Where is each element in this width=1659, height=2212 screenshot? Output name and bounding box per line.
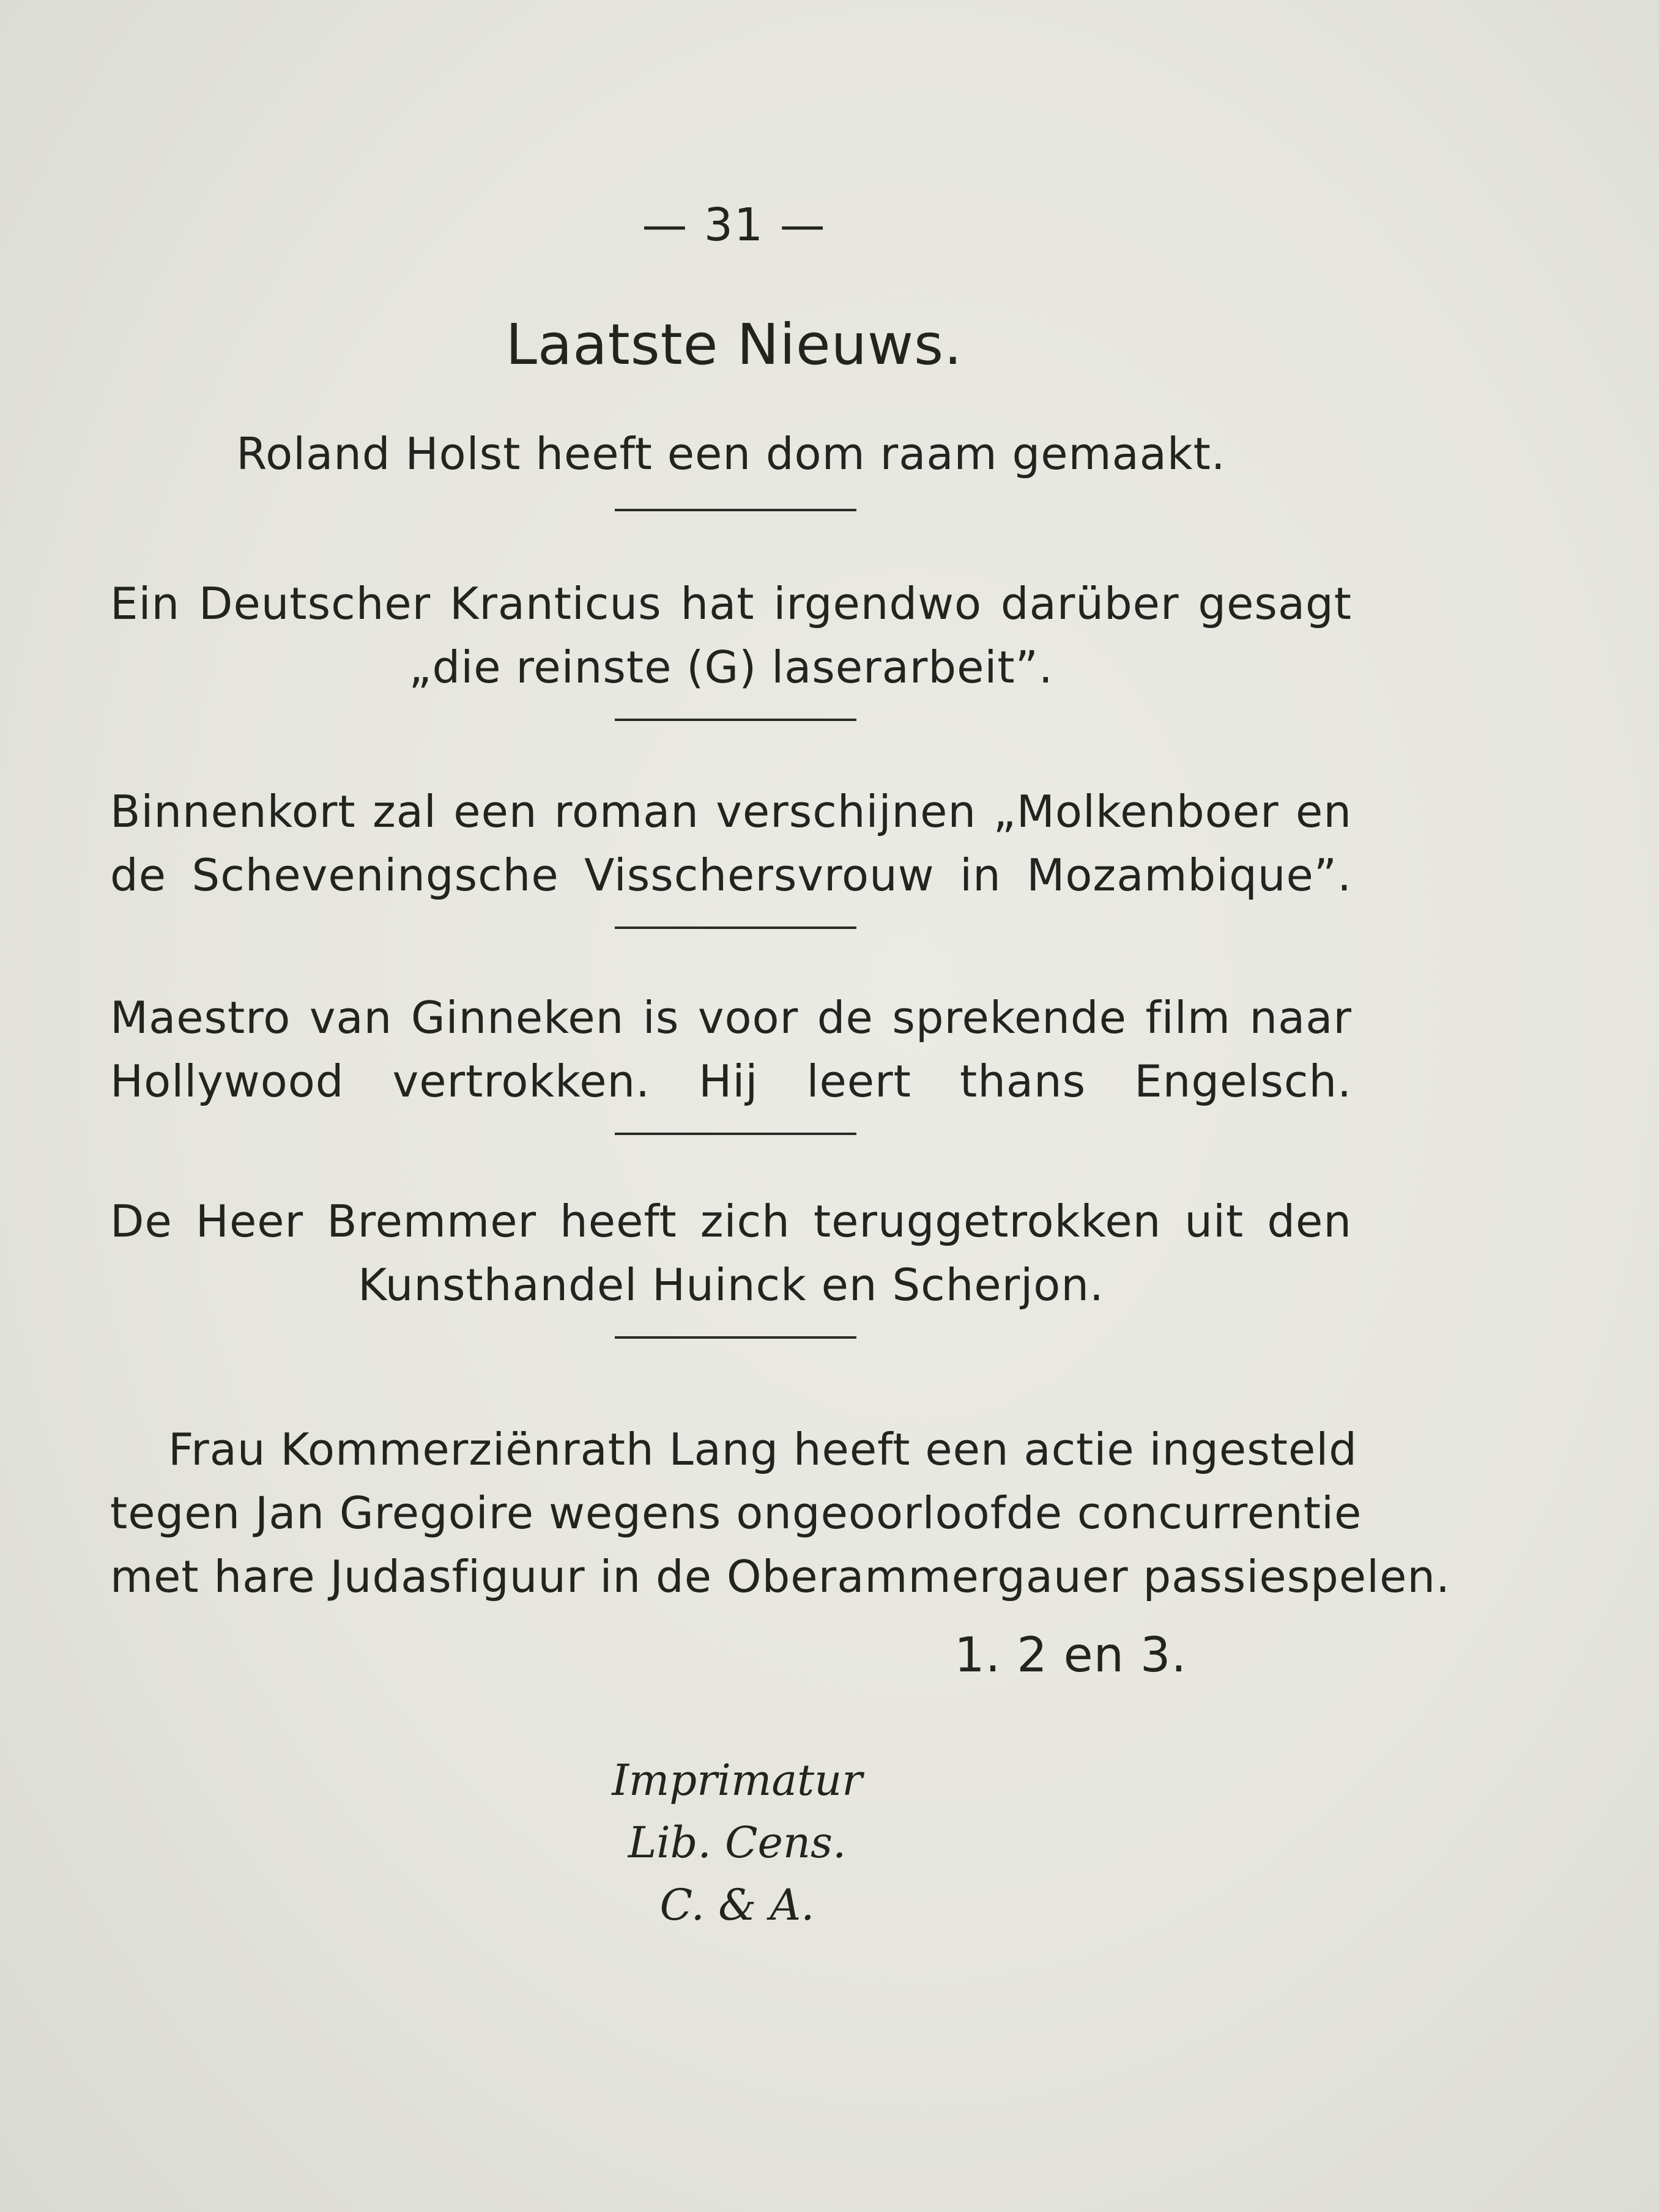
news-item-2 [110,572,1352,699]
news-line: Frau Kommerziënrath Lang heeft een actie ingesteld [168,1424,1357,1475]
news-line: Kunsthandel Huinck en Scherjon. [358,1259,1104,1311]
news-line: tegen Jan Gregoire wegens ongeoorloofde concurrentie [110,1487,1362,1539]
separator-rule [615,719,856,721]
page-number: — 31 — [642,199,826,251]
news-line: De Heer Bremmer heeft zich teruggetrokken uit den [110,1196,1352,1247]
page-title: Laatste Nieuws. [505,312,963,377]
news-item-3 [110,780,1352,907]
signoff: 1. 2 en 3. [954,1628,1187,1683]
news-item-6 [110,1418,1450,1608]
separator-rule [615,1336,856,1339]
news-line: Ein Deutscher Kranticus hat irgendwo darüber gesagt [110,578,1352,629]
news-line: de Scheveningsche Visschersvrouw in Mozambique”. [110,849,1352,901]
news-line: met hare Judasfiguur in de Oberammergauer passiespelen. [110,1551,1450,1602]
news-line: Roland Holst heeft een dom raam gemaakt. [236,428,1226,479]
news-item-1 [110,422,1352,486]
imprimatur-line: Imprimatur [612,1755,863,1805]
separator-rule [615,1133,856,1135]
news-item-5 [110,1189,1352,1317]
separator-rule [615,927,856,929]
imprimatur-block [551,1749,924,1936]
news-item-4 [110,986,1352,1113]
imprimatur-line: C. & A. [659,1880,815,1930]
news-line: Hollywood vertrokken. Hij leert thans Engelsch. [110,1056,1352,1107]
news-line: Maestro van Ginneken is voor de sprekende film naar [110,992,1352,1043]
news-line: „die reinste (G) laserarbeit”. [409,642,1053,693]
imprimatur-line: Lib. Cens. [628,1818,847,1868]
news-line: Binnenkort zal een roman verschijnen „Molkenboer en [110,786,1352,837]
separator-rule [615,509,856,511]
